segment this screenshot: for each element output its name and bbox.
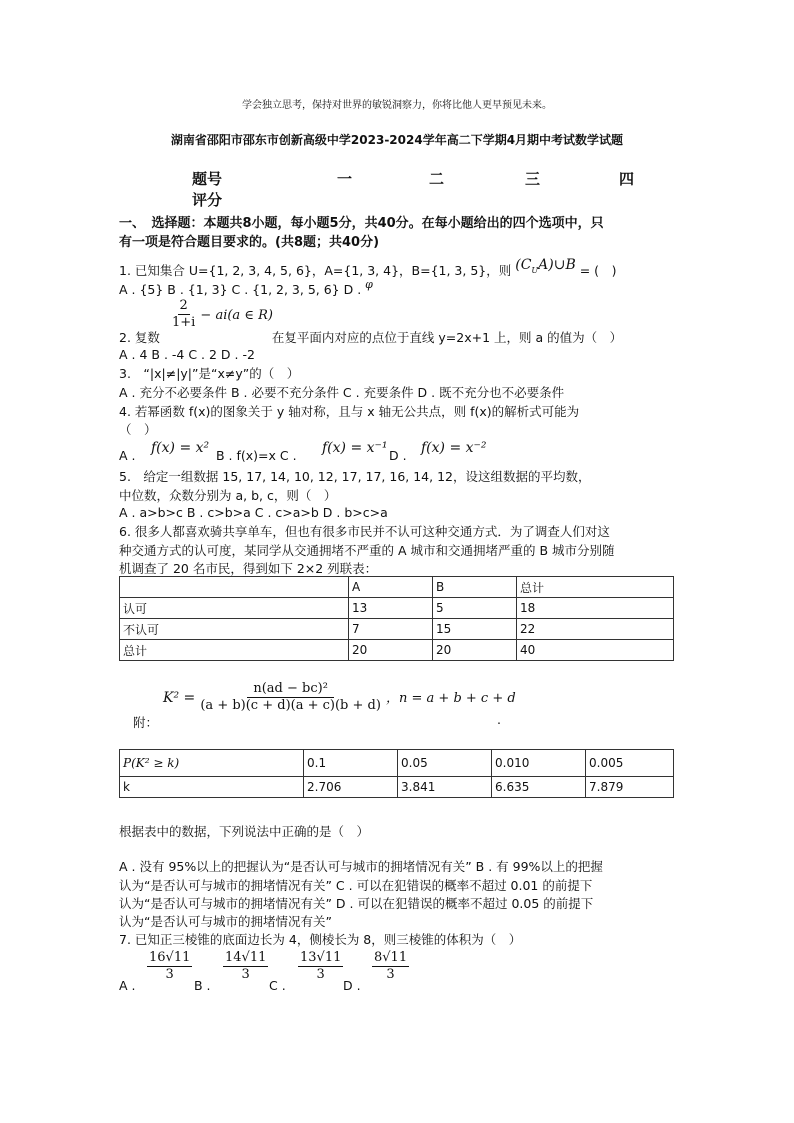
table-row: 总计 20 20 40	[120, 640, 674, 661]
score-col-label: 题号	[192, 170, 223, 188]
score-row-label: 评分	[192, 191, 223, 209]
score-col: 三	[525, 170, 541, 188]
score-col: 四	[619, 170, 635, 188]
table-row: 认可 13 5 18	[120, 598, 674, 619]
question-1-options: A . {5} B . {1, 3} C . {1, 2, 3, 5, 6} D . φ	[119, 278, 373, 297]
formula-label: 附：	[133, 715, 159, 730]
question-6-options: 认为“是否认可与城市的拥堵情况有关”	[119, 914, 332, 929]
question-5-stem: 中位数，众数分别为 a, b, c，则（ ）	[119, 488, 337, 503]
question-4-stem: （ ）	[119, 422, 157, 437]
page-title: 湖南省邵阳市邵东市创新高级中学2023-2024学年高二下学期4月期中考试数学试题	[170, 133, 624, 147]
contingency-table	[119, 576, 674, 661]
question-5-stem: 5. 给定一组数据 15, 17, 14, 10, 12, 17, 17, 16, 14, 12，设这组数据的平均数，	[119, 469, 591, 484]
question-3-options: A . 充分不必要条件 B . 必要不充分条件 C . 充要条件 D . 既不充分也不必要条件	[119, 385, 565, 400]
score-col: 二	[429, 170, 445, 188]
section-heading: 有一项是符合题目要求的。(共8题；共40分)	[119, 235, 380, 250]
table-row: P(K² ≥ k) 0.1 0.05 0.010 0.005	[120, 750, 674, 777]
question-1-stem: 1. 已知集合 U={1, 2, 3, 4, 5, 6}，A={1, 3, 4}，B={1, 3, 5}，则 $(C_UA)\cup B$ = ( )	[119, 257, 617, 278]
k-squared-formula: K² = $\frac{\text{n(ad − bc)²}}{(a + b)(c + d)(a + c)(b + d)}$ ，n = a + b + c + d	[163, 681, 516, 713]
score-table	[192, 168, 652, 208]
question-2-stem: 2. 复数 在复平面内对应的点位于直线 y=2x+1 上，则 a 的值为（ ）	[119, 330, 623, 345]
section-heading: 一、 选择题：本题共8小题，每小题5分，共40分。在每小题给出的四个选项中，只	[119, 216, 604, 231]
question-6-stem: 机调查了 20 名市民，得到如下 2×2 列联表：	[119, 561, 378, 576]
question-6-question: 根据表中的数据，下列说法中正确的是（ ）	[119, 824, 370, 839]
table-row: 不认可 7 15 22	[120, 619, 674, 640]
question-2-options: A . 4 B . -4 C . 2 D . -2	[119, 347, 255, 362]
question-6-options: A . 没有 95%以上的把握认为“是否认可与城市的拥堵情况有关” B . 有 99%以上的把握	[119, 859, 603, 874]
table-row: k 2.706 3.841 6.635 7.879	[120, 777, 674, 798]
question-5-options: A . a>b>c B . c>b>a C . c>a>b D . b>c>a	[119, 505, 388, 520]
question-6-stem: 种交通方式的认可度，某同学从交通拥堵不严重的 A 城市和交通拥堵严重的 B 城市分别随	[119, 543, 615, 558]
table-row: A B 总计	[120, 577, 674, 598]
question-6-options: 认为“是否认可与城市的拥堵情况有关” D . 可以在犯错误的概率不超过 0.05 的前提下	[119, 896, 594, 911]
question-4-stem: 4. 若幂函数 f(x)的图象关于 y 轴对称，且与 x 轴无公共点，则 f(x)的解析式可能为	[119, 404, 580, 419]
question-6-stem: 6. 很多人都喜欢骑共享单车，但也有很多市民并不认可这种交通方式．为了调查人们对这	[119, 524, 610, 539]
set-formula: $(C_UA)\cup B$	[515, 257, 576, 275]
probability-table	[119, 749, 674, 798]
motto: 学会独立思考，保持对世界的敏锐洞察力，你将比他人更早预见未来。	[242, 100, 552, 111]
question-4-options: A . f(x) = x² B . f(x)=x C . f(x) = x⁻¹ D . f(x) = x⁻²	[119, 440, 487, 463]
complex-formula: $\frac{2}{1+i}$ − ai(a ∈ R)	[172, 298, 273, 330]
question-3-stem: 3. “|x|≠|y|”是“x≠y”的（ ）	[119, 366, 300, 381]
question-7-stem: 7. 已知正三棱锥的底面边长为 4，侧棱长为 8，则三棱锥的体积为（ ）	[119, 932, 522, 947]
phi-symbol: φ	[365, 278, 373, 291]
question-6-options: 认为“是否认可与城市的拥堵情况有关” C . 可以在犯错误的概率不超过 0.01 的前提下	[119, 878, 593, 893]
question-7-options: A . $\frac{16√11}{3}$ B . $\frac{14√11}{3}$ C . $\frac{13√11}{3}$ D . $\frac{8√11}{3}$	[119, 950, 408, 993]
period-mark: .	[497, 712, 501, 727]
score-col: 一	[337, 170, 353, 188]
